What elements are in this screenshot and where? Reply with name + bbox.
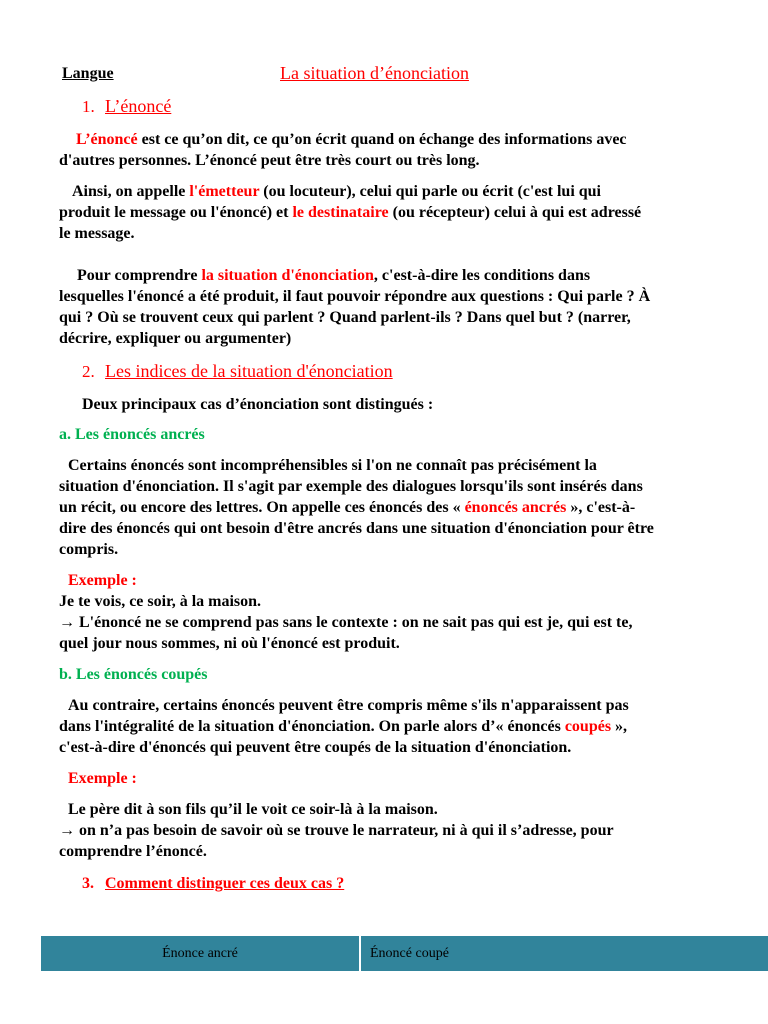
table-header-ancre: Énonce ancré <box>41 936 361 971</box>
example-b-label: Exemple : <box>68 770 137 787</box>
example-b-explain1: on n’a pas besoin de savoir où se trouve le narrateur, ni à qui il s’adresse, pour <box>75 822 614 839</box>
p3-line4: décrire, expliquer ou argumenter) <box>59 330 292 347</box>
p1-line1-rest: est ce qu’on dit, ce qu’on écrit quand on échange des informations avec <box>137 131 627 148</box>
p2-line2-start: produit le message ou l'énoncé) et <box>59 204 293 221</box>
p2-line2-end: (ou récepteur) celui à qui est adressé <box>388 204 642 221</box>
subsection-a-heading: a. Les énoncés ancrés <box>59 426 205 443</box>
page-title: La situation d’énonciation <box>280 63 469 83</box>
example-b-text: Le père dit à son fils qu’il le voit ce soir-là à la maison. <box>68 801 438 818</box>
term-situation: la situation d'énonciation <box>201 267 374 284</box>
subsection-b-paragraph <box>59 695 739 758</box>
section2-number: 2. <box>82 362 95 381</box>
p2-line3: le message. <box>59 225 135 242</box>
p2-start: Ainsi, on appelle <box>72 183 190 200</box>
term-enonce: L’énoncé <box>76 131 138 148</box>
p3-start: Pour comprendre <box>77 267 202 284</box>
a-line3-start: un récit, ou encore des lettres. On appelle ces énoncés des « <box>59 499 465 516</box>
p3-line3: qui ? Où se trouvent ceux qui parlent ? Quand parlent-ils ? Dans quel but ? (narrer, <box>59 309 631 326</box>
section1-number: 1. <box>82 97 95 116</box>
a-line5: compris. <box>59 541 119 558</box>
section2-intro: Deux principaux cas d’énonciation sont distingués : <box>82 396 434 413</box>
b-line3: c'est-à-dire d'énoncés qui peuvent être coupés de la situation d'énonciation. <box>59 739 572 756</box>
section1-paragraph1 <box>59 129 739 171</box>
section2-title: Les indices de la situation d'énonciation <box>105 361 393 381</box>
section1-paragraph2 <box>59 181 739 244</box>
subject-label: Langue <box>62 65 114 82</box>
subsection-a-paragraph <box>59 455 739 560</box>
b-line2-start: dans l'intégralité de la situation d'énonciation. On parle alors d’« énoncés <box>59 718 565 735</box>
p3-line2: lesquelles l'énoncé a été produit, il faut pouvoir répondre aux questions : Qui parle ? À <box>59 288 651 305</box>
example-a-explain1: L'énoncé ne se comprend pas sans le contexte : on ne sait pas qui est je, qui est te, <box>75 614 633 631</box>
subsection-b-heading: b. Les énoncés coupés <box>59 666 208 683</box>
example-b-explain2: comprendre l’énoncé. <box>59 843 207 860</box>
arrow-icon: → <box>59 614 75 631</box>
term-coupes: coupés <box>564 718 612 735</box>
a-line4: dire des énoncés qui ont besoin d'être ancrés dans une situation d'énonciation pour être <box>59 520 654 537</box>
section1-paragraph3 <box>59 265 739 349</box>
example-b-block <box>59 799 739 862</box>
section3-title: Comment distinguer ces deux cas ? <box>105 875 345 892</box>
p3-line1-end: , c'est-à-dire les conditions dans <box>373 267 591 284</box>
a-line2: situation d'énonciation. Il s'agit par exemple des dialogues lorsqu'ils sont insérés dans <box>59 478 643 495</box>
p2-after-term1: (ou locuteur), celui qui parle ou écrit (c'est lui qui <box>259 183 601 200</box>
b-line2-end: », <box>611 718 628 735</box>
section3-number: 3. <box>82 875 94 892</box>
a-line3-end: », c'est-à- <box>566 499 636 516</box>
section1-title: L’énoncé <box>105 96 172 116</box>
arrow-icon: → <box>59 822 75 839</box>
comparison-table-header <box>41 936 768 971</box>
term-enonces-ancres: énoncés ancrés <box>464 499 567 516</box>
term-emetteur: l'émetteur <box>189 183 260 200</box>
p1-line2: d'autres personnes. L’énoncé peut être très court ou très long. <box>59 152 480 169</box>
term-destinataire: le destinataire <box>292 204 389 221</box>
table-header-coupe: Énoncé coupé <box>370 946 449 961</box>
example-a-text: Je te vois, ce soir, à la maison. <box>59 593 262 610</box>
example-a-block <box>59 591 739 654</box>
example-a-label: Exemple : <box>68 572 137 589</box>
example-a-explain2: quel jour nous sommes, ni où l'énoncé est produit. <box>59 635 400 652</box>
b-line1: Au contraire, certains énoncés peuvent être compris même s'ils n'apparaissent pas <box>68 697 629 714</box>
a-line1: Certains énoncés sont incompréhensibles si l'on ne connaît pas précisément la <box>68 457 597 474</box>
